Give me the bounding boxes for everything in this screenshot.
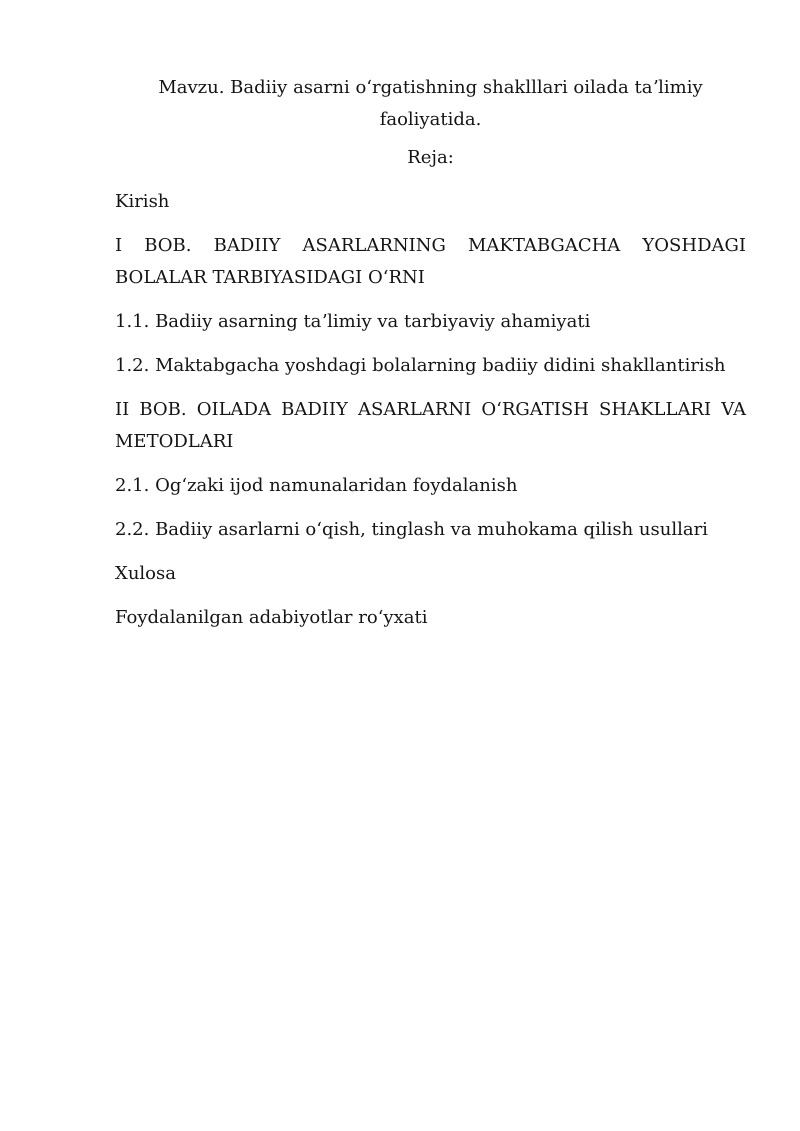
page-content bbox=[115, 72, 746, 646]
document-title: Mavzu. Badiiy asarni oʻrgatishning shaklllari oilada taʼlimiy faoliyatida. bbox=[158, 77, 703, 130]
toc-item-chapter-1: I BOB. BADIIY ASARLARNING MAKTABGACHA YOSHDAGI BOLALAR TARBIYASIDAGI OʻRNI bbox=[115, 235, 746, 288]
toc-item-conclusion: Xulosa bbox=[115, 563, 176, 584]
plan-heading: Reja: bbox=[407, 147, 454, 168]
toc-item-section-2-1: 2.1. Ogʻzaki ijod namunalaridan foydalanish bbox=[115, 475, 518, 496]
toc-item-section-1-1: 1.1. Badiiy asarning taʼlimiy va tarbiyaviy ahamiyati bbox=[115, 311, 591, 332]
toc-item-section-2-2: 2.2. Badiiy asarlarni oʻqish, tinglash va muhokama qilish usullari bbox=[115, 519, 708, 540]
table-of-contents bbox=[115, 186, 746, 634]
toc-item-chapter-2: II BOB. OILADA BADIIY ASARLARNI OʻRGATISH SHAKLLARI VA METODLARI bbox=[115, 399, 746, 452]
toc-item-section-1-2: 1.2. Maktabgacha yoshdagi bolalarning badiiy didini shakllantirish bbox=[115, 355, 726, 376]
toc-item-introduction: Kirish bbox=[115, 191, 170, 212]
toc-item-references: Foydalanilgan adabiyotlar roʻyxati bbox=[115, 607, 428, 628]
